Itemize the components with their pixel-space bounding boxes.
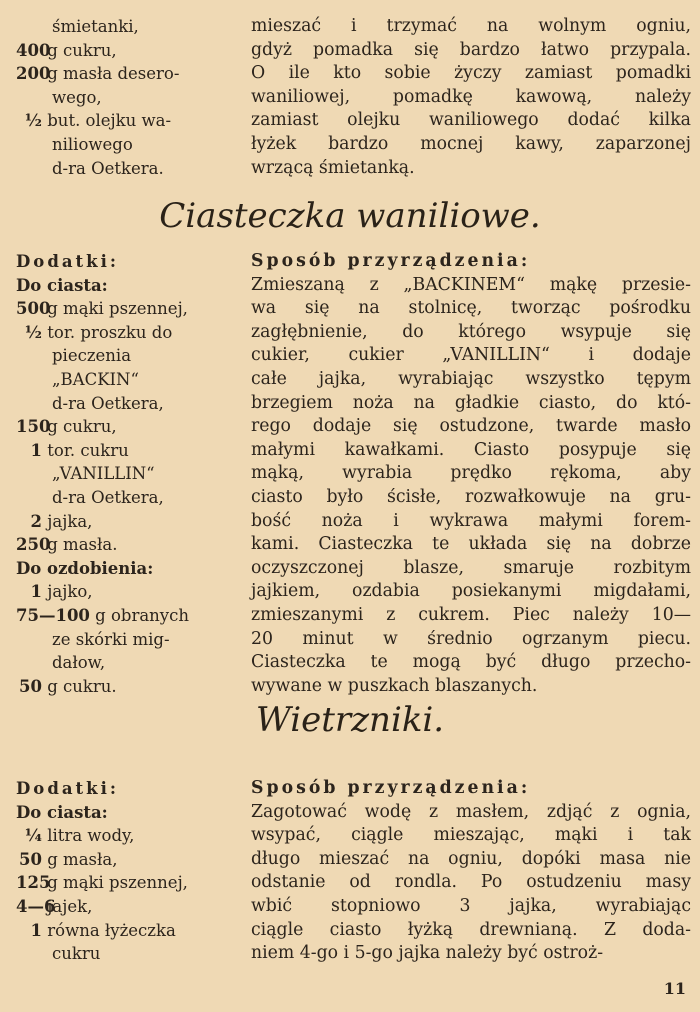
text-line: wrzącą śmietanką. bbox=[251, 157, 415, 178]
ingredient-text: ze skórki mig- bbox=[52, 629, 170, 649]
ingredients-header: Dodatki: bbox=[16, 252, 119, 271]
text-line: długo mieszać na ogniu, dopóki masa nie bbox=[251, 848, 691, 869]
ingredient-line bbox=[16, 15, 240, 39]
recipe-title: Wietrzniki. bbox=[255, 700, 445, 740]
ingredient-line bbox=[16, 392, 240, 416]
ingredient-text: d-ra Oetkera, bbox=[52, 487, 164, 507]
text-line: wbić stopniowo 3 jajka, wyrabiając bbox=[251, 895, 691, 916]
ingredient-text: g masła desero- bbox=[47, 64, 180, 84]
ingredient-line bbox=[16, 39, 240, 63]
ingredient-text: Do ciasta: bbox=[16, 275, 108, 295]
text-line: całe jajka, wyrabiając wszystko tępym bbox=[251, 368, 691, 389]
ingredient-quantity: ½ bbox=[24, 111, 42, 131]
ingredient-quantity: 50 bbox=[19, 676, 42, 696]
ingredient-line bbox=[16, 628, 240, 652]
ingredient-subheader bbox=[16, 274, 240, 298]
ingredient-line bbox=[16, 510, 240, 534]
ingredient-line bbox=[16, 86, 240, 110]
text-line: kami. Ciasteczka te układa się na dobrze bbox=[251, 534, 691, 555]
ingredient-line bbox=[16, 895, 240, 919]
ingredient-line bbox=[16, 109, 240, 133]
ingredients-section bbox=[16, 250, 240, 698]
text-line: gdyż pomadka się bardzo łatwo przypala. bbox=[251, 39, 691, 60]
text-line: Zmieszaną z „BACKINEM“ mąkę przesie- bbox=[251, 274, 691, 295]
text-line: cukier, cukier „VANILLIN“ i dodaje bbox=[251, 345, 691, 366]
method-text bbox=[251, 801, 691, 966]
text-line: ciągle ciasto łyżką drewnianą. Z doda- bbox=[251, 919, 691, 940]
top-ingredients bbox=[16, 15, 240, 180]
ingredients-section bbox=[16, 777, 240, 966]
text-line: bość noża i wykrawa małymi forem- bbox=[251, 510, 691, 531]
text-line: mieszać i trzymać na wolnym ogniu, bbox=[251, 16, 691, 36]
ingredient-text: d-ra Oetkera. bbox=[52, 158, 164, 178]
ingredient-line bbox=[16, 133, 240, 157]
ingredient-quantity: 200 bbox=[16, 64, 51, 84]
ingredient-text: „BACKIN“ bbox=[52, 369, 139, 389]
ingredient-quantity: 50 bbox=[19, 849, 42, 869]
ingredient-line bbox=[16, 580, 240, 604]
method-text bbox=[251, 274, 691, 699]
ingredient-text: g cukru. bbox=[47, 676, 117, 696]
ingredient-text: „VANILLIN“ bbox=[52, 464, 155, 484]
ingredient-text: tor. proszku do bbox=[47, 322, 173, 342]
ingredient-subheader bbox=[16, 557, 240, 581]
ingredient-text: śmietanki, bbox=[52, 17, 139, 36]
ingredient-quantity: ¼ bbox=[24, 826, 42, 846]
ingredient-quantity: 1 bbox=[30, 582, 42, 602]
ingredient-text: niliowego bbox=[52, 134, 133, 154]
text-line: 20 minut w średnio ogrzanym piecu. bbox=[251, 628, 691, 649]
ingredient-line bbox=[16, 604, 240, 628]
text-line: małymi kawałkami. Ciasto posypuje się bbox=[251, 439, 691, 460]
ingredient-quantity: 1 bbox=[30, 920, 42, 940]
ingredient-text: jajko, bbox=[47, 582, 93, 602]
ingredient-text: pieczenia bbox=[52, 346, 132, 366]
ingredient-text: cukru bbox=[52, 944, 101, 964]
ingredient-text: g masła, bbox=[47, 849, 118, 869]
ingredient-text: tor. cukru bbox=[47, 440, 129, 460]
text-line: zagłębnienie, do którego wsypuje się bbox=[251, 321, 691, 342]
ingredient-text: g cukru, bbox=[47, 417, 117, 437]
ingredient-line bbox=[16, 297, 240, 321]
ingredient-line bbox=[16, 942, 240, 966]
ingredient-line bbox=[16, 675, 240, 699]
ingredient-line bbox=[16, 848, 240, 872]
ingredient-line bbox=[16, 651, 240, 675]
text-line: rego dodaje się ostudzone, twarde masło bbox=[251, 416, 691, 437]
text-line: Ciasteczka te mogą być długo przecho- bbox=[251, 652, 691, 673]
text-line: O ile kto sobie życzy zamiast pomadki bbox=[251, 63, 691, 84]
ingredient-quantity: 150 bbox=[16, 417, 51, 437]
text-line: mąką, wyrabia prędko rękoma, aby bbox=[251, 463, 691, 484]
ingredient-quantity: 250 bbox=[16, 535, 51, 555]
text-line: zmieszanymi z cukrem. Piec należy 10— bbox=[251, 604, 691, 625]
ingredient-line bbox=[16, 415, 240, 439]
method-header: Sposób przyrządzenia: bbox=[251, 778, 531, 798]
ingredient-line bbox=[16, 368, 240, 392]
method-header: Sposób przyrządzenia: bbox=[251, 251, 531, 271]
text-line: oczyszczonej blasze, smaruje rozbitym bbox=[251, 557, 691, 578]
recipe-title: Ciasteczka waniliowe. bbox=[159, 196, 541, 236]
ingredient-line bbox=[16, 824, 240, 848]
ingredient-text: wego, bbox=[52, 87, 102, 107]
ingredient-line bbox=[16, 871, 240, 895]
ingredient-text: jajek, bbox=[47, 896, 93, 916]
method-section bbox=[251, 777, 691, 966]
text-line: waniliowej, pomadkę kawową, należy bbox=[251, 86, 691, 107]
ingredient-line bbox=[16, 157, 240, 181]
ingredient-subheader bbox=[16, 801, 240, 825]
text-line: niem 4-go i 5-go jajka należy być ostroż- bbox=[251, 943, 604, 964]
text-line: wa się na stolnicę, tworząc pośrodku bbox=[251, 298, 691, 319]
ingredient-list bbox=[16, 801, 240, 966]
ingredient-text: dałow, bbox=[52, 653, 106, 673]
ingredient-text: g cukru, bbox=[47, 40, 117, 60]
ingredient-quantity: 2 bbox=[30, 511, 42, 531]
ingredient-line bbox=[16, 439, 240, 463]
ingredient-text: Do ozdobienia: bbox=[16, 558, 154, 578]
text-line: wywane w puszkach blaszanych. bbox=[251, 675, 538, 696]
ingredient-line bbox=[16, 462, 240, 486]
text-line: zamiast olejku waniliowego dodać kilka bbox=[251, 110, 691, 131]
text-line: łyżek bardzo mocnej kawy, zaparzonej bbox=[251, 133, 691, 154]
ingredient-text: but. olejku wa- bbox=[47, 111, 172, 131]
ingredient-text: g mąki pszennej, bbox=[47, 873, 188, 893]
ingredient-line bbox=[16, 486, 240, 510]
ingredient-text: jajka, bbox=[47, 511, 93, 531]
ingredient-quantity: 400 bbox=[16, 40, 51, 60]
ingredient-line bbox=[16, 62, 240, 86]
text-line: brzegiem noża na gładkie ciasto, do któ- bbox=[251, 392, 691, 413]
method-section bbox=[251, 250, 691, 698]
ingredient-line bbox=[16, 919, 240, 943]
ingredient-quantity: ½ bbox=[24, 322, 42, 342]
ingredient-text: g mąki pszennej, bbox=[47, 299, 188, 319]
ingredient-list bbox=[16, 274, 240, 699]
ingredient-line bbox=[16, 344, 240, 368]
ingredient-quantity: 1 bbox=[30, 440, 42, 460]
ingredient-text: g obranych bbox=[95, 605, 189, 625]
ingredient-text: g masła. bbox=[47, 535, 118, 555]
text-line: Zagotować wodę z masłem, zdjąć z ognia, bbox=[251, 801, 691, 822]
ingredient-quantity: 500 bbox=[16, 299, 51, 319]
text-line: odstanie od rondla. Po ostudzeniu masy bbox=[251, 872, 691, 893]
ingredient-text: równa łyżeczka bbox=[47, 920, 176, 940]
ingredient-line bbox=[16, 321, 240, 345]
ingredient-quantity: 4—6 bbox=[16, 896, 56, 916]
ingredient-text: d-ra Oetkera, bbox=[52, 393, 164, 413]
text-line: jajkiem, ozdabia posiekanymi migdałami, bbox=[251, 581, 691, 602]
ingredients-header: Dodatki: bbox=[16, 779, 119, 798]
ingredient-line bbox=[16, 533, 240, 557]
ingredient-text: litra wody, bbox=[47, 826, 135, 846]
top-method-text bbox=[251, 15, 691, 180]
ingredient-text: Do ciasta: bbox=[16, 802, 108, 822]
text-line: ciasto było ścisłe, rozwałkowuje na gru- bbox=[251, 486, 691, 507]
ingredient-quantity: 75—100 bbox=[16, 605, 90, 625]
page-number: 11 bbox=[663, 979, 686, 998]
ingredient-quantity: 125 bbox=[16, 873, 51, 893]
text-line: wsypać, ciągle mieszając, mąki i tak bbox=[251, 825, 691, 846]
